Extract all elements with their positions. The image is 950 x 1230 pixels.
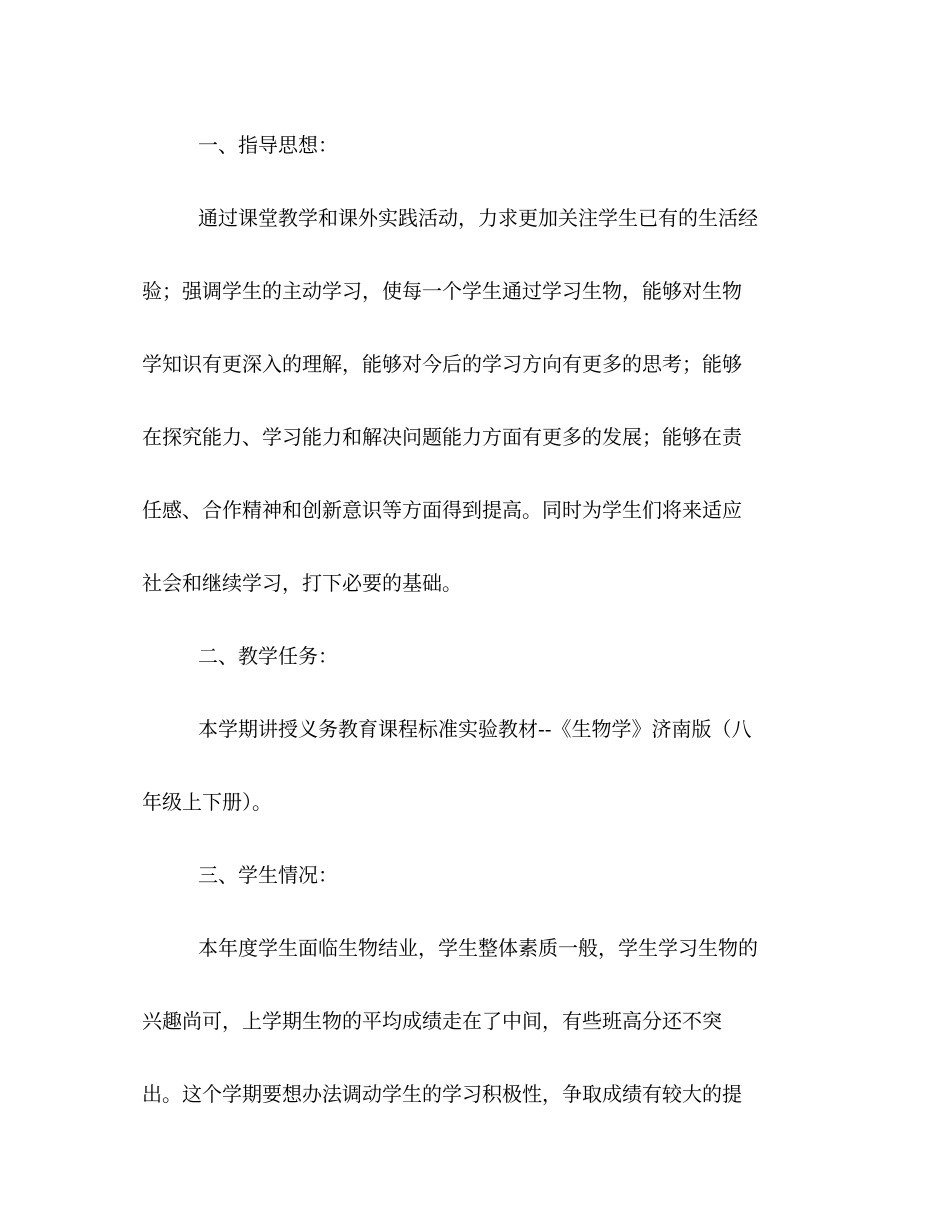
paragraph-line: 兴趣尚可，上学期生物的平均成绩走在了中间，有些班高分还不突: [142, 1009, 722, 1033]
paragraph-line: 在探究能力、学习能力和解决问题能力方面有更多的发展；能够在责: [142, 425, 742, 449]
paragraph-line: 出。这个学期要想办法调动学生的学习积极性，争取成绩有较大的提: [142, 1082, 742, 1106]
paragraph-line: 学知识有更深入的理解，能够对今后的学习方向有更多的思考；能够: [142, 352, 742, 376]
section-heading-student-situation: 三、学生情况：: [198, 863, 338, 887]
paragraph-line: 社会和继续学习，打下必要的基础。: [142, 571, 462, 595]
paragraph-line: 验；强调学生的主动学习，使每一个学生通过学习生物，能够对生物: [142, 279, 742, 303]
paragraph-line: 年级上下册）。: [142, 790, 272, 814]
paragraph-line: 通过课堂教学和课外实践活动，力求更加关注学生已有的生活经: [198, 206, 758, 230]
paragraph-line: 本年度学生面临生物结业，学生整体素质一般，学生学习生物的: [198, 936, 758, 960]
paragraph-line: 任感、合作精神和创新意识等方面得到提高。同时为学生们将来适应: [142, 498, 742, 522]
section-heading-teaching-tasks: 二、教学任务：: [198, 644, 338, 668]
paragraph-line: 本学期讲授义务教育课程标准实验教材--《生物学》济南版（八: [198, 717, 752, 741]
section-heading-guiding-ideology: 一、指导思想：: [198, 133, 338, 157]
